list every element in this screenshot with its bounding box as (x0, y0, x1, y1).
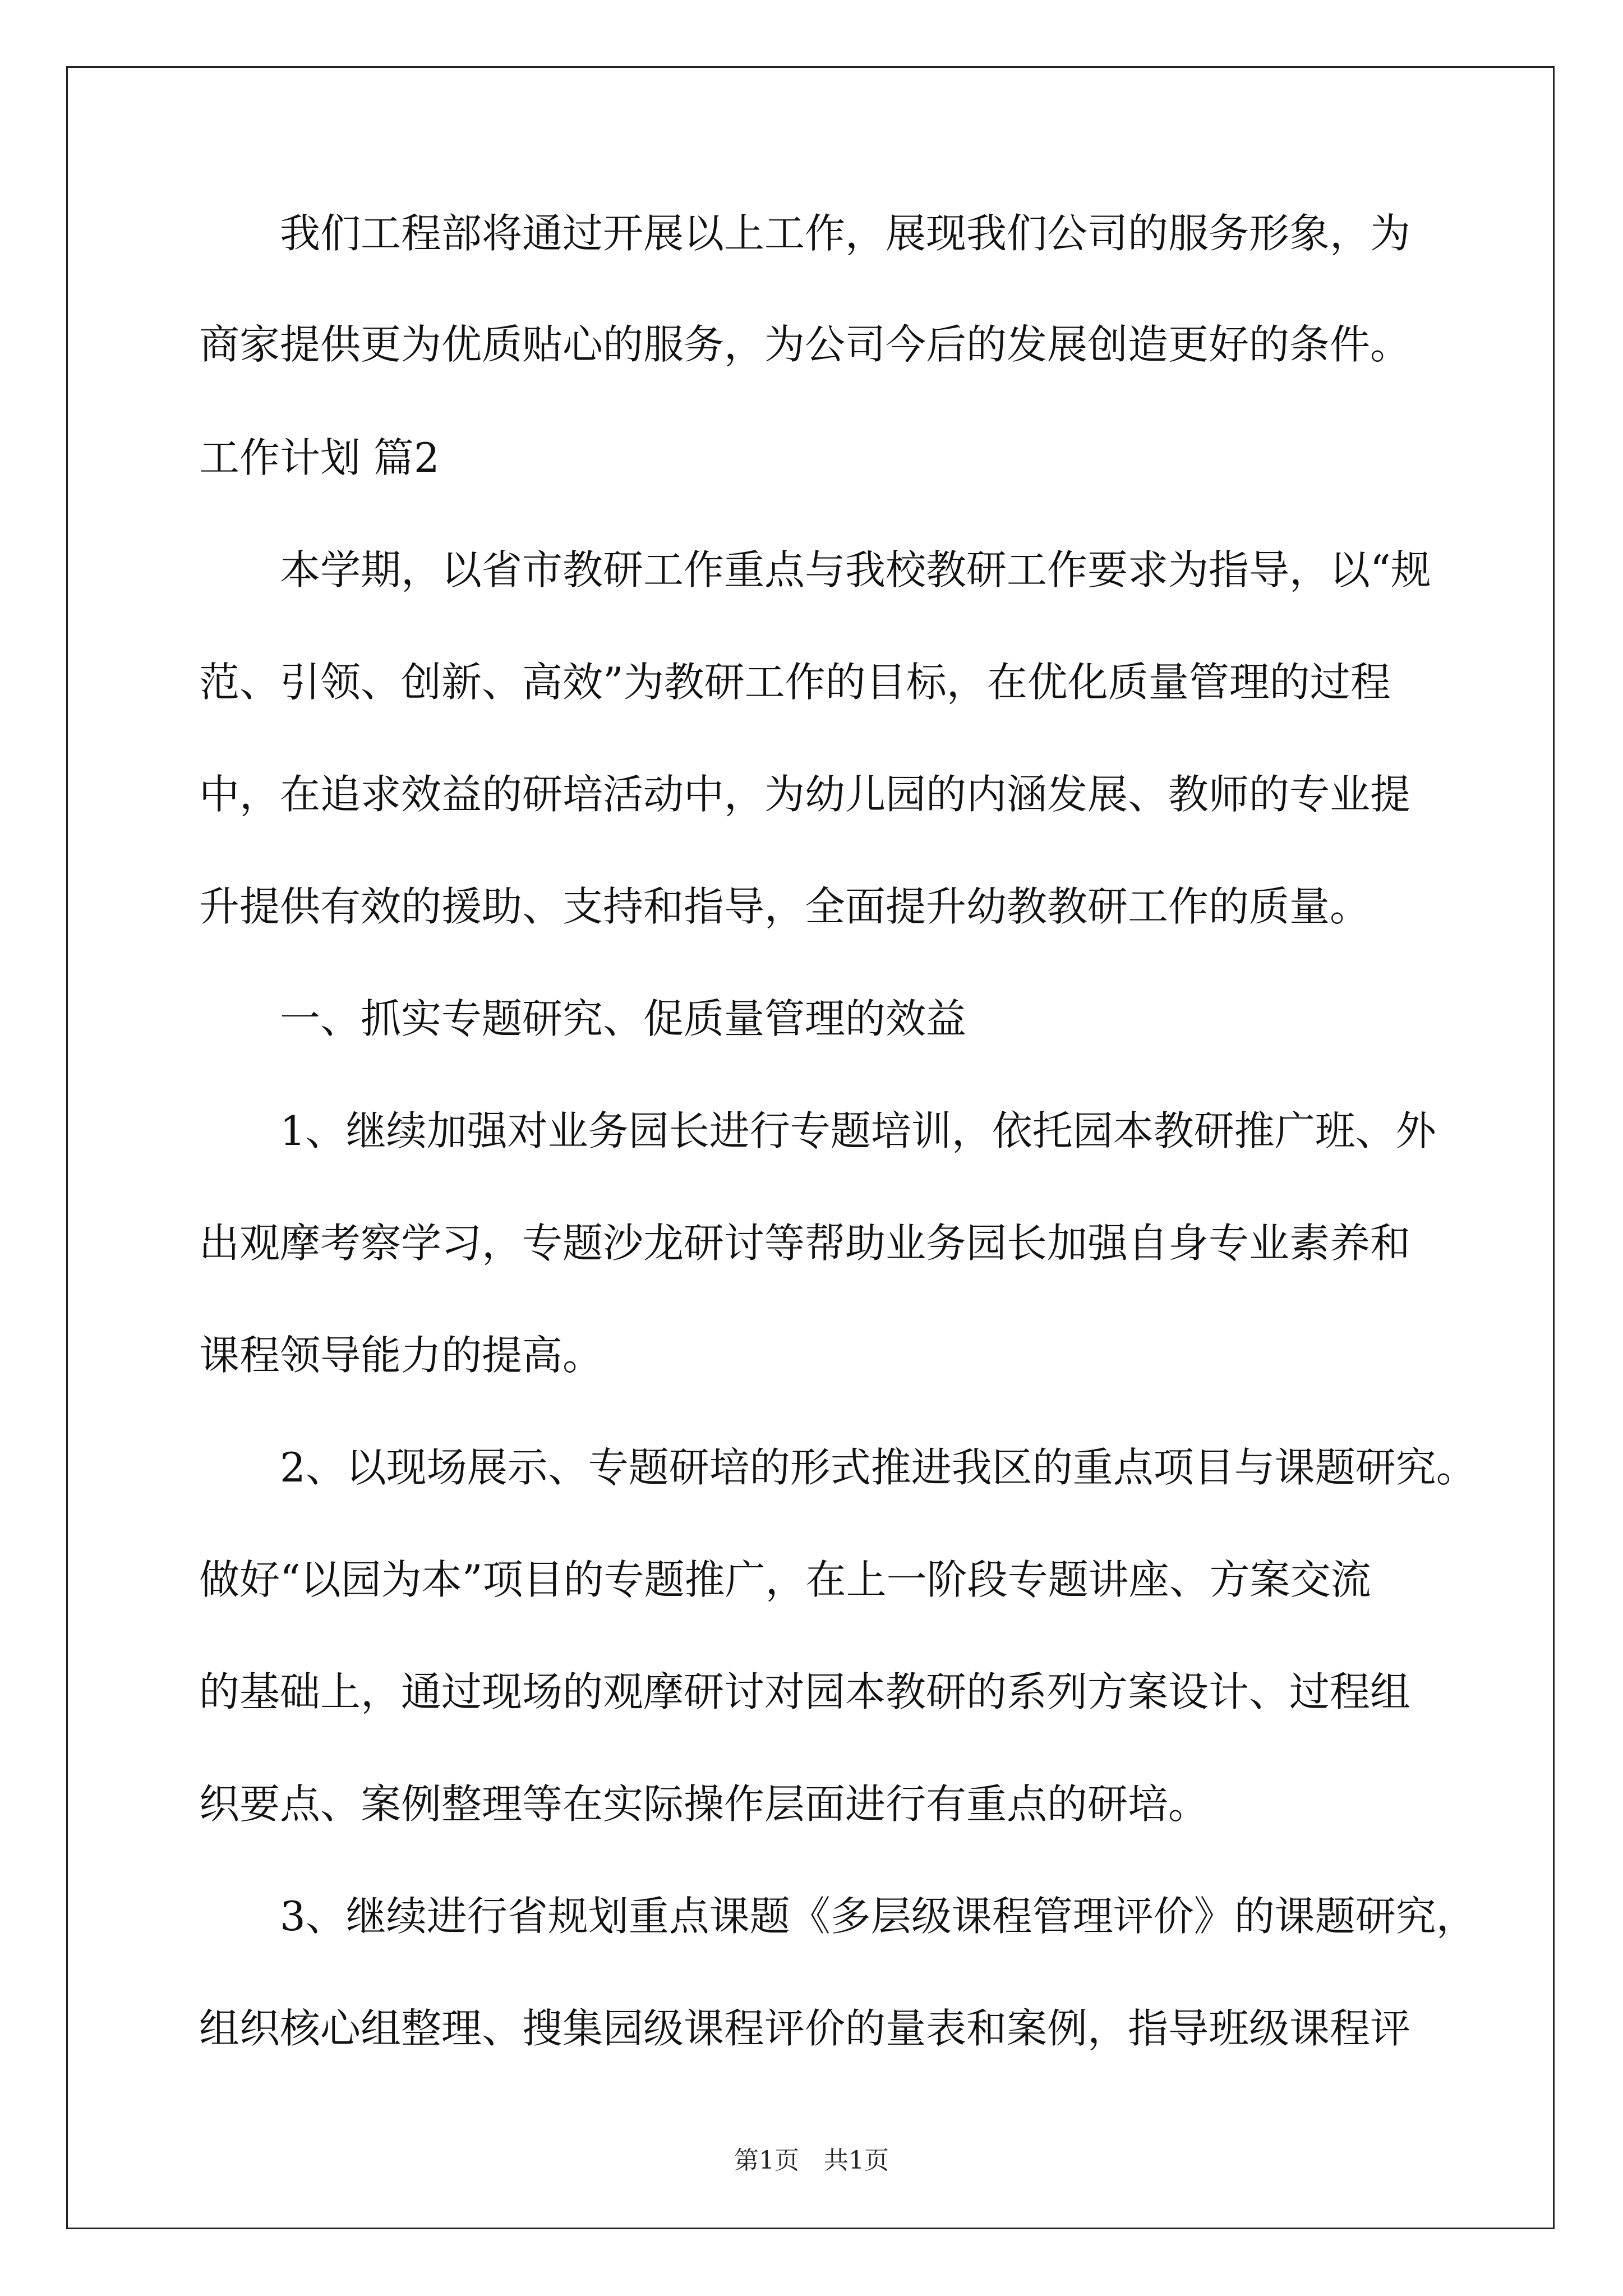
section-heading: 工作计划 篇2 (199, 434, 440, 481)
text-line: 我们工程部将通过开展以上工作，展现我们公司的服务形象，为 (199, 210, 1411, 257)
text-line: 本学期，以省市教研工作重点与我校教研工作要求为指导，以“规 (199, 546, 1431, 593)
text-line: 1、继续加强对业务园长进行专题培训，依托园本教研推广班、外 (199, 1107, 1436, 1154)
text-line: 2、以现场展示、专题研培的形式推进我区的重点项目与课题研究。 (199, 1444, 1477, 1491)
text-line: 组织核心组整理、搜集园级课程评价的量表和案例，指导班级课程评 (199, 2005, 1411, 2052)
text-line: 3、继续进行省规划重点课题《多层级课程管理评价》的课题研究， (199, 1893, 1477, 1940)
subsection-heading: 一、抓实专题研究、促质量管理的效益 (199, 995, 967, 1042)
text-line: 升提供有效的援助、支持和指导，全面提升幼教教研工作的质量。 (199, 883, 1371, 930)
text-line: 中，在追求效益的研培活动中，为幼儿园的内涵发展、教师的专业提 (199, 771, 1411, 818)
text-line: 范、引领、创新、高效”为教研工作的目标，在优化质量管理的过程 (199, 659, 1391, 706)
text-line: 做好“以园为本”项目的专题推广，在上一阶段专题讲座、方案交流 (199, 1556, 1371, 1603)
text-line: 商家提供更为优质贴心的服务，为公司今后的发展创造更好的条件。 (199, 321, 1411, 368)
text-line: 织要点、案例整理等在实际操作层面进行有重点的研培。 (199, 1780, 1209, 1828)
text-line: 课程领导能力的提高。 (199, 1332, 603, 1379)
text-line: 的基础上，通过现场的观摩研讨对园本教研的系列方案设计、过程组 (199, 1668, 1411, 1715)
page-footer: 第1页 共1页 (734, 2146, 889, 2175)
text-line: 出观摩考察学习，专题沙龙研讨等帮助业务园长加强自身专业素养和 (199, 1220, 1411, 1267)
